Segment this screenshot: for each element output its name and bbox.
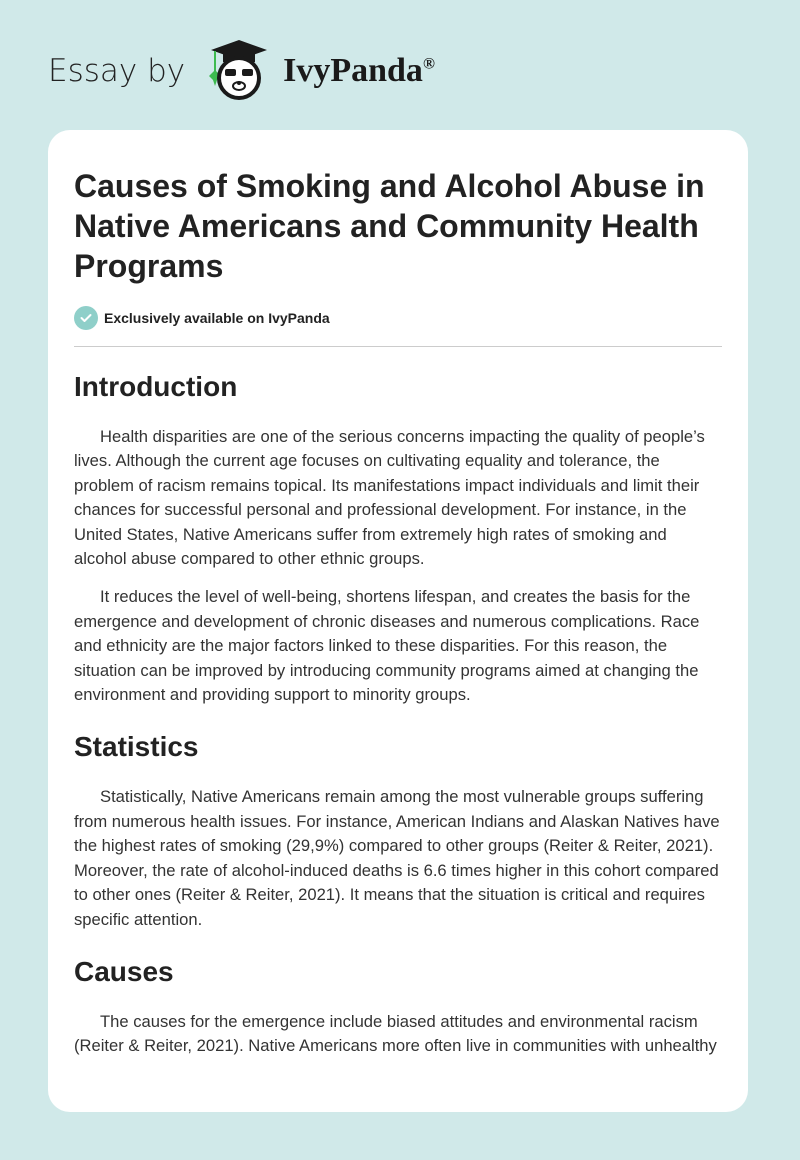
badge-text: Exclusively available on IvyPanda (104, 310, 330, 326)
section-heading: Causes (74, 955, 174, 987)
page-title: Causes of Smoking and Alcohol Abuse in Native Americans and Community Health Programs (74, 168, 705, 284)
exclusive-badge (74, 306, 722, 330)
registered-mark: ® (422, 55, 435, 73)
brand-name[interactable] (283, 52, 435, 90)
panda-logo-icon[interactable] (203, 36, 273, 107)
site-header (48, 36, 435, 106)
paragraph: Health disparities are one of the serious concerns impacting the quality of people’s lives. Although the current age focuses on cultivating equality and tolerance, the problem of racism remains topical. Its manifestations impact individuals and limit their chances for successful personal and professional development. For instance, in the United States, Native Americans suffer from extremely high rates of smoking and alcohol abuse compared to other ethnic groups. (74, 427, 705, 569)
section-heading: Introduction (74, 371, 238, 402)
check-icon (74, 306, 98, 330)
essay-card (48, 130, 748, 1112)
paragraph: Statistically, Native Americans remain among the most vulnerable groups suffering from numerous health issues. For instance, American Indians and Alaskan Natives have the highest rates of smoking (29,9%) compared to other groups (Reiter & Reiter, 2021). Moreover, the rate of alcohol-induced deaths is 6.6 times higher in this cohort compared to other ones (Reiter & Reiter, 2021). It means that the situation is critical and requires specific attention. (74, 787, 720, 929)
brand-text: IvyPanda (283, 52, 423, 89)
section-heading: Statistics (74, 731, 199, 763)
paragraph: The causes for the emergence include biased attitudes and environmental racism (Reiter & Reiter, 2021). Native Americans more often live in communities with unhealthy (74, 1011, 717, 1056)
essay-by-label: Essay by (48, 53, 186, 89)
paragraph: It reduces the level of well-being, shortens lifespan, and creates the basis for the emergence and development of chronic diseases and numerous complications. Race and ethnicity are the major factors linked to these disparities. For this reason, the situation can be improved by introducing community programs aimed at changing the environment and providing support to minority groups. (74, 587, 700, 705)
divider (74, 346, 722, 347)
